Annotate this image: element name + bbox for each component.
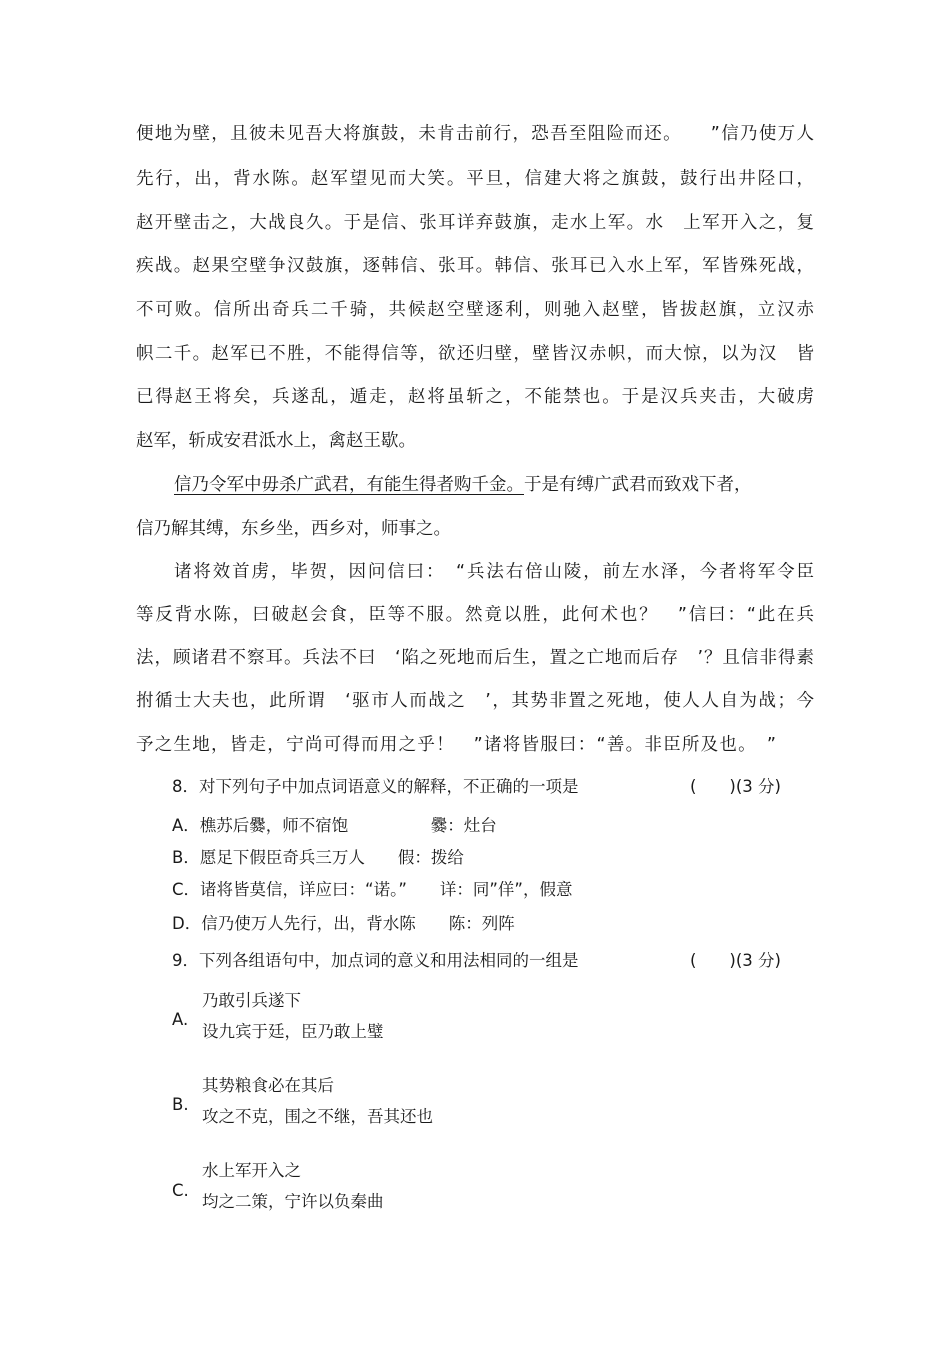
paragraph-3-line-3: 法，顾诸君不察耳。兵法不曰 ‘陷之死地而后生，置之亡地而后存 ’？且信非得素	[136, 648, 814, 668]
question-8-stem: 8．对下列句子中加点词语意义的解释，不正确的一项是	[172, 777, 579, 796]
passage-line-5: 不可败。信所出奇兵二千骑，共候赵空壁逐利，则驰入赵壁，皆拔赵旗，立汉赤	[136, 300, 814, 320]
passage-line-4: 疾战。赵果空壁争汉鼓旗，逐韩信、张耳。韩信、张耳已入水上军，军皆殊死战，	[136, 256, 814, 276]
passage-line-6: 帜二千。赵军已不胜，不能得信等，欲还归壁，壁皆汉赤帜，而大惊，以为汉 皆	[136, 344, 814, 364]
question-8-score: ( )(3 分)	[690, 777, 781, 796]
paragraph-2-line-1	[174, 473, 752, 497]
passage-line-3: 赵开壁击之，大战良久。于是信、张耳详弃鼓旗，走水上军。水 上军开入之，复	[136, 213, 814, 233]
passage-line-2: 先行，出，背水陈。赵军望见而大笑。平旦，信建大将之旗鼓，鼓行出井陉口，	[136, 169, 814, 189]
question-9-option-c-line-1: 水上军开入之	[202, 1161, 301, 1180]
question-9-stem: 9．下列各组语句中，加点词的意义和用法相同的一组是	[172, 951, 579, 970]
question-9-option-b-line-1: 其势粮食必在其后	[202, 1076, 334, 1095]
question-9-option-c-line-2: 均之二策，宁许以负秦曲	[202, 1192, 384, 1211]
passage-line-1: 便地为壁，且彼未见吾大将旗鼓，未肯击前行，恐吾至阻险而还。 ”信乃使万人	[136, 124, 814, 144]
passage-line-8: 赵军，斩成安君泜水上，禽赵王歇。	[136, 431, 416, 451]
paragraph-2-rest: 于是有缚广武君而致戏下者，	[524, 475, 752, 495]
question-8-option-c: C．诸将皆莫信，详应曰：“诺。” 详：同”佯”，假意	[172, 880, 573, 899]
question-8-option-b: B．愿足下假臣奇兵三万人 假：拨给	[172, 848, 464, 867]
question-9-option-a-line-1: 乃敢引兵遂下	[202, 991, 301, 1010]
paragraph-3-line-2: 等反背水陈，曰破赵会食，臣等不服。然竟以胜，此何术也？ ”信曰：“此在兵	[136, 605, 814, 625]
question-9-option-c-label: C.	[172, 1181, 189, 1200]
passage-line-7: 已得赵王将矣，兵遂乱，遁走，赵将虽斩之，不能禁也。于是汉兵夹击，大破虏	[136, 387, 814, 407]
question-9-option-a-label: A.	[172, 1010, 189, 1029]
paragraph-3-line-5: 予之生地，皆走，宁尚可得而用之乎！ ”诸将皆服曰：“善。非臣所及也。 ”	[136, 735, 776, 755]
question-9-option-b-line-2: 攻之不克，围之不继，吾其还也	[202, 1107, 433, 1126]
question-9-score: ( )(3 分)	[690, 951, 781, 970]
paragraph-2-line-2: 信乃解其缚，东乡坐，西乡对，师事之。	[136, 519, 451, 539]
paragraph-3-line-1: 诸将效首虏，毕贺，因问信曰： “兵法右倍山陵，前左水泽，今者将军令臣	[174, 562, 814, 582]
underlined-sentence: 信乃令军中毋杀广武君，有能生得者购千金。	[174, 475, 524, 495]
question-8-option-a: A．樵苏后爨，师不宿饱 爨：灶台	[172, 816, 497, 835]
question-8-option-d: D．信乃使万人先行，出，背水陈 陈：列阵	[172, 914, 515, 933]
paragraph-3-line-4: 拊循士大夫也，此所谓 ‘驱市人而战之 ’，其势非置之死地，使人人自为战；今	[136, 691, 814, 711]
question-9-option-b-label: B.	[172, 1095, 189, 1114]
question-9-option-a-line-2: 设九宾于廷，臣乃敢上璧	[202, 1022, 384, 1041]
